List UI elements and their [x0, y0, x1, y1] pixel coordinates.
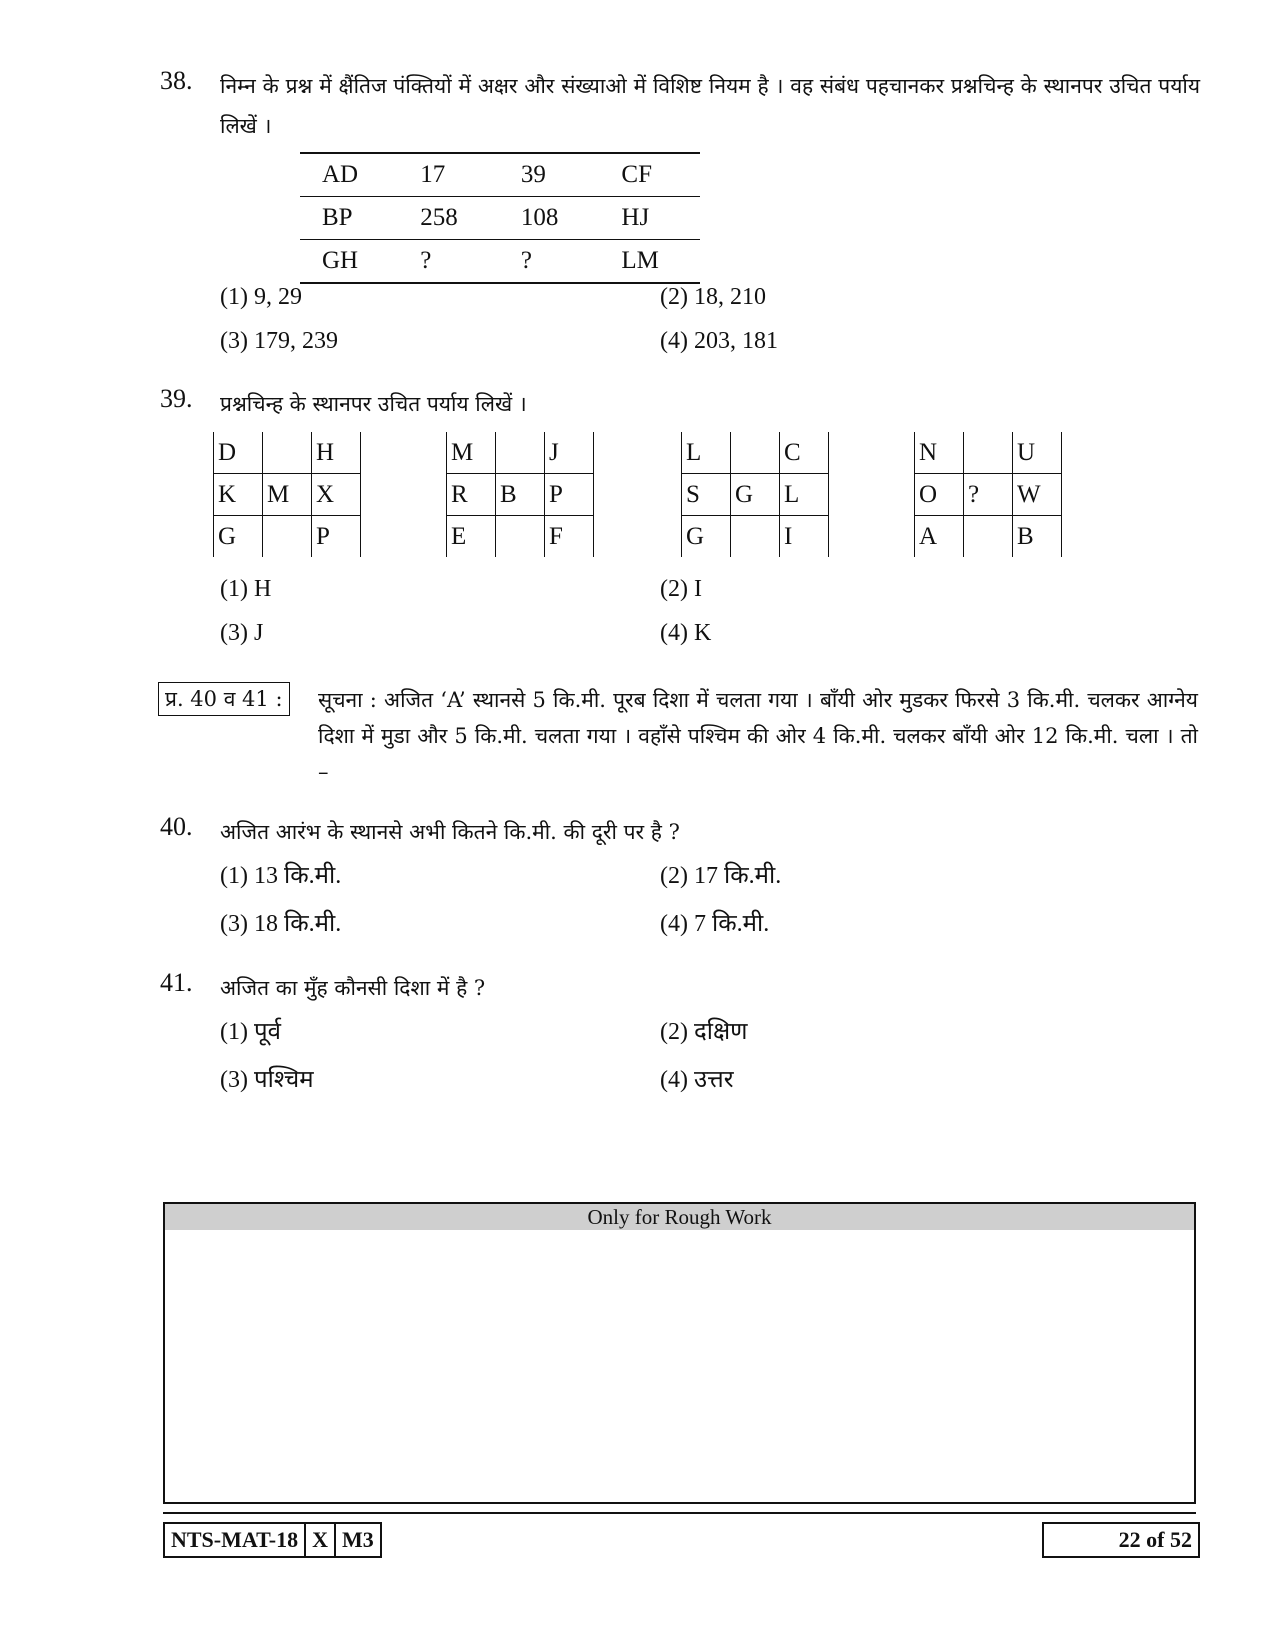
- table-cell: 258: [398, 197, 499, 240]
- table-cell: GH: [300, 240, 398, 284]
- grid-cell: [731, 432, 780, 474]
- letter-grid-3: [681, 432, 829, 557]
- grid-cell: W: [1013, 474, 1062, 516]
- grid-cell: K: [214, 474, 263, 516]
- option-2[interactable]: (2) 17 कि.मी.: [660, 863, 782, 889]
- grid-cell: C: [780, 432, 829, 474]
- grid-cell: P: [545, 474, 594, 516]
- paper-code-name: NTS-MAT-18: [164, 1523, 305, 1557]
- grid-cell: J: [545, 432, 594, 474]
- option-1[interactable]: (1) पूर्व: [220, 1019, 281, 1045]
- option-2[interactable]: (2) 18, 210: [660, 284, 766, 310]
- page-number: 22 of 52: [1042, 1522, 1200, 1558]
- grid-cell: [263, 516, 312, 558]
- grid-cell: B: [496, 474, 545, 516]
- option-3[interactable]: (3) पश्चिम: [220, 1067, 314, 1093]
- grid-cell: [496, 516, 545, 558]
- grid-cell: U: [1013, 432, 1062, 474]
- question-41: [160, 968, 1200, 1008]
- question-39: [160, 384, 1200, 424]
- letter-number-table: [300, 152, 700, 284]
- grid-cell: F: [545, 516, 594, 558]
- table-row: [300, 197, 700, 240]
- grid-cell: P: [312, 516, 361, 558]
- grid-cell: [496, 432, 545, 474]
- grid-cell: H: [312, 432, 361, 474]
- table-cell: 39: [499, 153, 600, 197]
- grid-cell: [263, 432, 312, 474]
- grid-cell: M: [263, 474, 312, 516]
- question-text: अजित आरंभ के स्थानसे अभी कितने कि.मी. की दूरी पर है ?: [220, 820, 680, 844]
- option-4[interactable]: (4) 203, 181: [660, 328, 778, 354]
- grid-cell: B: [1013, 516, 1062, 558]
- paper-code-medium: M3: [335, 1523, 381, 1557]
- grid-cell: [964, 432, 1013, 474]
- question-40: [160, 812, 1200, 852]
- rough-work-heading: Only for Rough Work: [165, 1204, 1194, 1230]
- option-4[interactable]: (4) K: [660, 620, 712, 646]
- question-text: प्रश्नचिन्ह के स्थानपर उचित पर्याय लिखें ।: [220, 392, 527, 416]
- option-3[interactable]: (3) 179, 239: [220, 328, 338, 354]
- question-text: निम्न के प्रश्न में क्षैंतिज पंक्तियों में अक्षर और संख्याओ में विशिष्ट नियम है । वह संबंध पहचानकर प्रश्नचिन्ह के स्थानपर उचित पर्याय लिखें ।: [220, 74, 1200, 138]
- table-cell: 17: [398, 153, 499, 197]
- question-38: [160, 66, 1200, 146]
- grid-cell: S: [682, 474, 731, 516]
- letter-grid-4: [914, 432, 1062, 557]
- table-row: [300, 153, 700, 197]
- footer-divider: [163, 1512, 1196, 1514]
- option-2[interactable]: (2) दक्षिण: [660, 1019, 748, 1045]
- option-3[interactable]: (3) 18 कि.मी.: [220, 911, 342, 937]
- paper-code-class: X: [305, 1523, 335, 1557]
- grid-cell: [964, 516, 1013, 558]
- table-cell: AD: [300, 153, 398, 197]
- grid-cell: L: [682, 432, 731, 474]
- rough-work-box: [163, 1202, 1196, 1504]
- grid-cell: [731, 516, 780, 558]
- table-cell: ?: [398, 240, 499, 284]
- grid-cell: M: [447, 432, 496, 474]
- grid-cell: ?: [964, 474, 1013, 516]
- grid-cell: E: [447, 516, 496, 558]
- grid-cell: G: [682, 516, 731, 558]
- table-cell: HJ: [599, 197, 700, 240]
- table-cell: ?: [499, 240, 600, 284]
- option-1[interactable]: (1) 9, 29: [220, 284, 302, 310]
- grid-cell: X: [312, 474, 361, 516]
- option-1[interactable]: (1) H: [220, 576, 272, 602]
- option-4[interactable]: (4) उत्तर: [660, 1067, 734, 1093]
- grid-cell: A: [915, 516, 964, 558]
- grid-cell: G: [731, 474, 780, 516]
- table-cell: CF: [599, 153, 700, 197]
- question-number: 40.: [160, 812, 193, 841]
- letter-grid-2: [446, 432, 594, 557]
- option-2[interactable]: (2) I: [660, 576, 702, 602]
- option-1[interactable]: (1) 13 कि.मी.: [220, 863, 342, 889]
- grid-cell: R: [447, 474, 496, 516]
- grid-cell: D: [214, 432, 263, 474]
- table-row: [300, 240, 700, 284]
- paper-code: [163, 1522, 382, 1558]
- question-text: अजित का मुँह कौनसी दिशा में है ?: [220, 976, 486, 1000]
- question-number: 41.: [160, 968, 193, 997]
- info-label-box: प्र. 40 व 41 :: [158, 682, 290, 716]
- table-cell: BP: [300, 197, 398, 240]
- info-text: सूचना : अजित ‘A’ स्थानसे 5 कि.मी. पूरब दिशा में चलता गया । बाँयी ओर मुडकर फिरसे 3 कि.मी. चलकर आग्नेय दिशा में मुडा और 5 कि.मी. चलता गया । वहाँसे पश्चिम की ओर 4 कि.मी. चलकर बाँयी ओर 12 कि.मी. चला । तो –: [318, 688, 1198, 784]
- grid-cell: N: [915, 432, 964, 474]
- option-3[interactable]: (3) J: [220, 620, 264, 646]
- grid-cell: I: [780, 516, 829, 558]
- question-number: 38.: [160, 66, 193, 95]
- grid-cell: O: [915, 474, 964, 516]
- option-4[interactable]: (4) 7 कि.मी.: [660, 911, 770, 937]
- grid-cell: G: [214, 516, 263, 558]
- grid-cell: L: [780, 474, 829, 516]
- table-cell: 108: [499, 197, 600, 240]
- table-cell: LM: [599, 240, 700, 284]
- question-number: 39.: [160, 384, 193, 413]
- letter-grid-1: [213, 432, 361, 557]
